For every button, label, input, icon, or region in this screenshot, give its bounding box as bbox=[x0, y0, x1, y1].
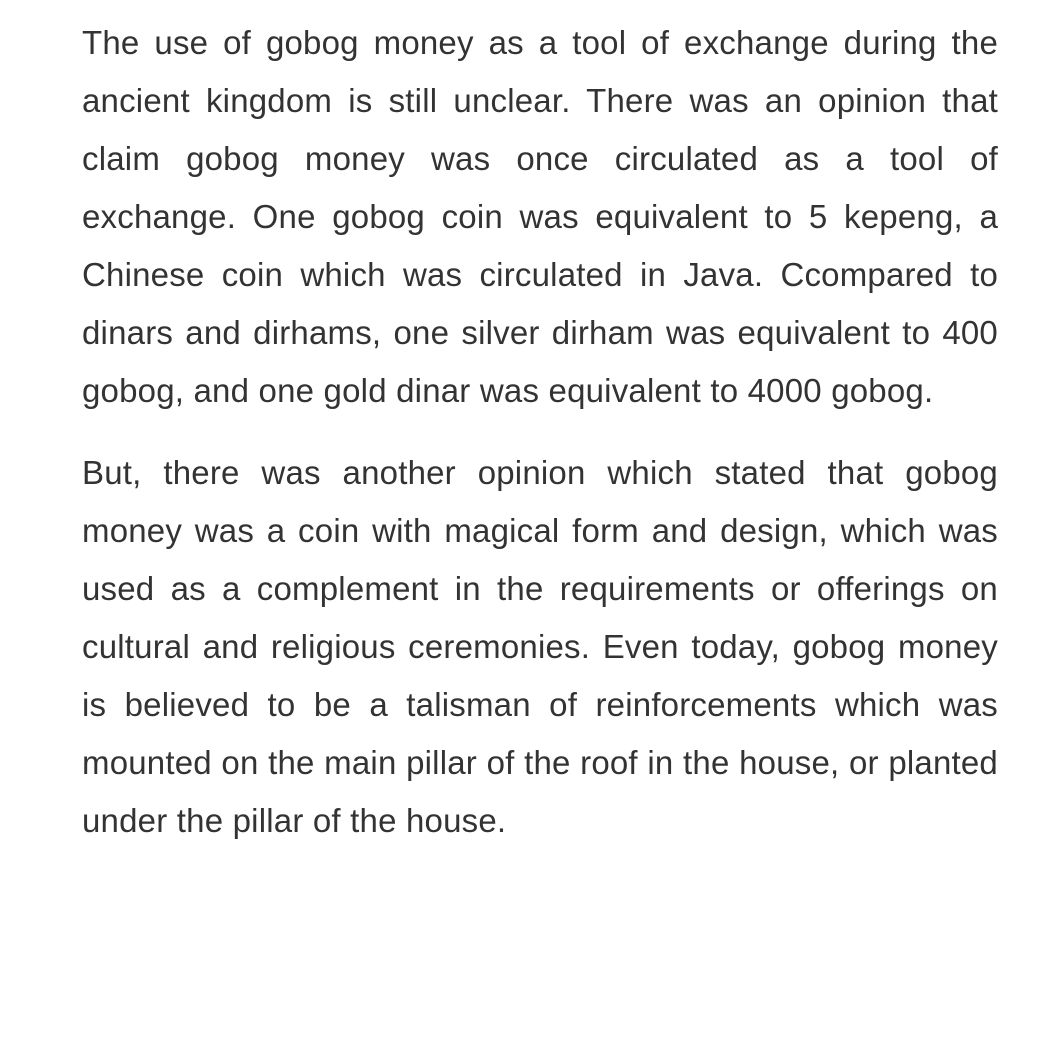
paragraph-gobog-magical: But, there was another opinion which stated that gobog money was a coin with magical form and design, which was used as a complement in the requirements or offerings on cultural and religious ceremonies. Even today, gobog money is believed to be a talisman of reinforcements which was mounted on the main pillar of the roof in the house, or planted under the pillar of the house. bbox=[82, 454, 998, 839]
article-body bbox=[82, 14, 998, 874]
paragraph-gobog-exchange: The use of gobog money as a tool of exchange during the ancient kingdom is still unclear. There was an opinion that claim gobog money was once circulated as a tool of exchange. One gobog coin was equivalent to 5 kepeng, a Chinese coin which was circulated in Java. Ccompared to dinars and dirhams, one silver dirham was equivalent to 400 gobog, and one gold dinar was equivalent to 4000 gobog. bbox=[82, 24, 998, 409]
